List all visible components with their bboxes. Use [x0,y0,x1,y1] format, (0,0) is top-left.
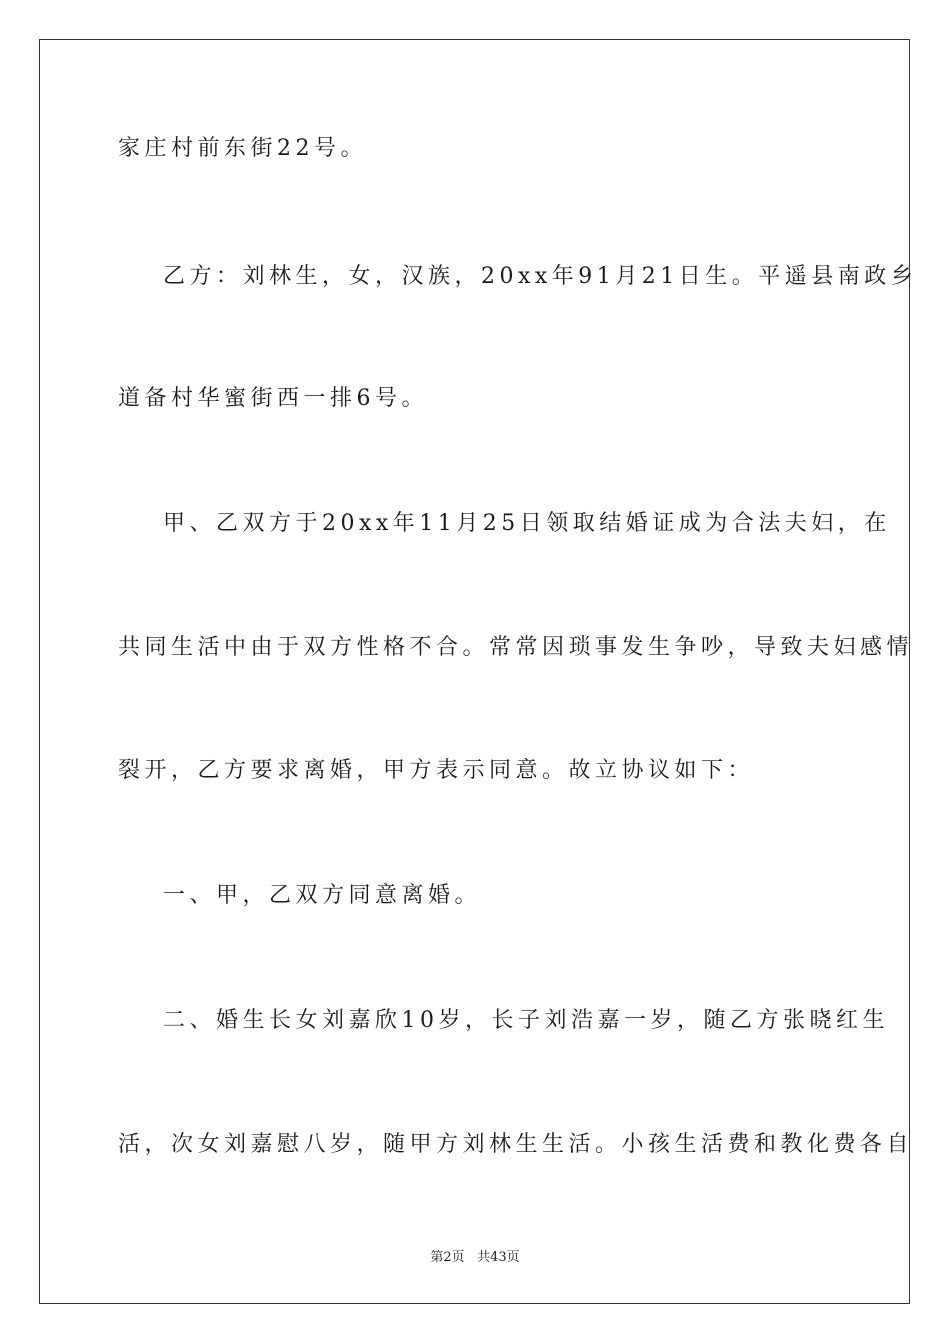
text-line: 裂开，乙方要求离婚，甲方表示同意。故立协议如下： [118,758,755,783]
text-line: 道备村华蜜街西一排6号。 [118,386,428,411]
text-line: 家庄村前东街22号。 [118,136,367,161]
page-number: 第2页 [430,1250,465,1265]
page-footer [0,1246,950,1265]
text-line: 活，次女刘嘉慰八岁，随甲方刘林生生活。小孩生活费和教化费各自 [118,1132,914,1157]
text-line: 共同生活中由于双方性格不合。常常因琐事发生争吵，导致夫妇感情 [118,635,914,660]
text-line: 一、甲，乙双方同意离婚。 [163,883,482,908]
page-border [39,39,910,1304]
text-line: 乙方：刘林生，女，汉族，20xx年91月21日生。平遥县南政乡 [163,264,918,289]
text-line: 甲、乙双方于20xx年11月25日领取结婚证成为合法夫妇，在 [163,511,891,536]
page-total: 共43页 [477,1250,520,1265]
text-line: 二、婚生长女刘嘉欣10岁，长子刘浩嘉一岁，随乙方张晓红生 [163,1008,889,1033]
